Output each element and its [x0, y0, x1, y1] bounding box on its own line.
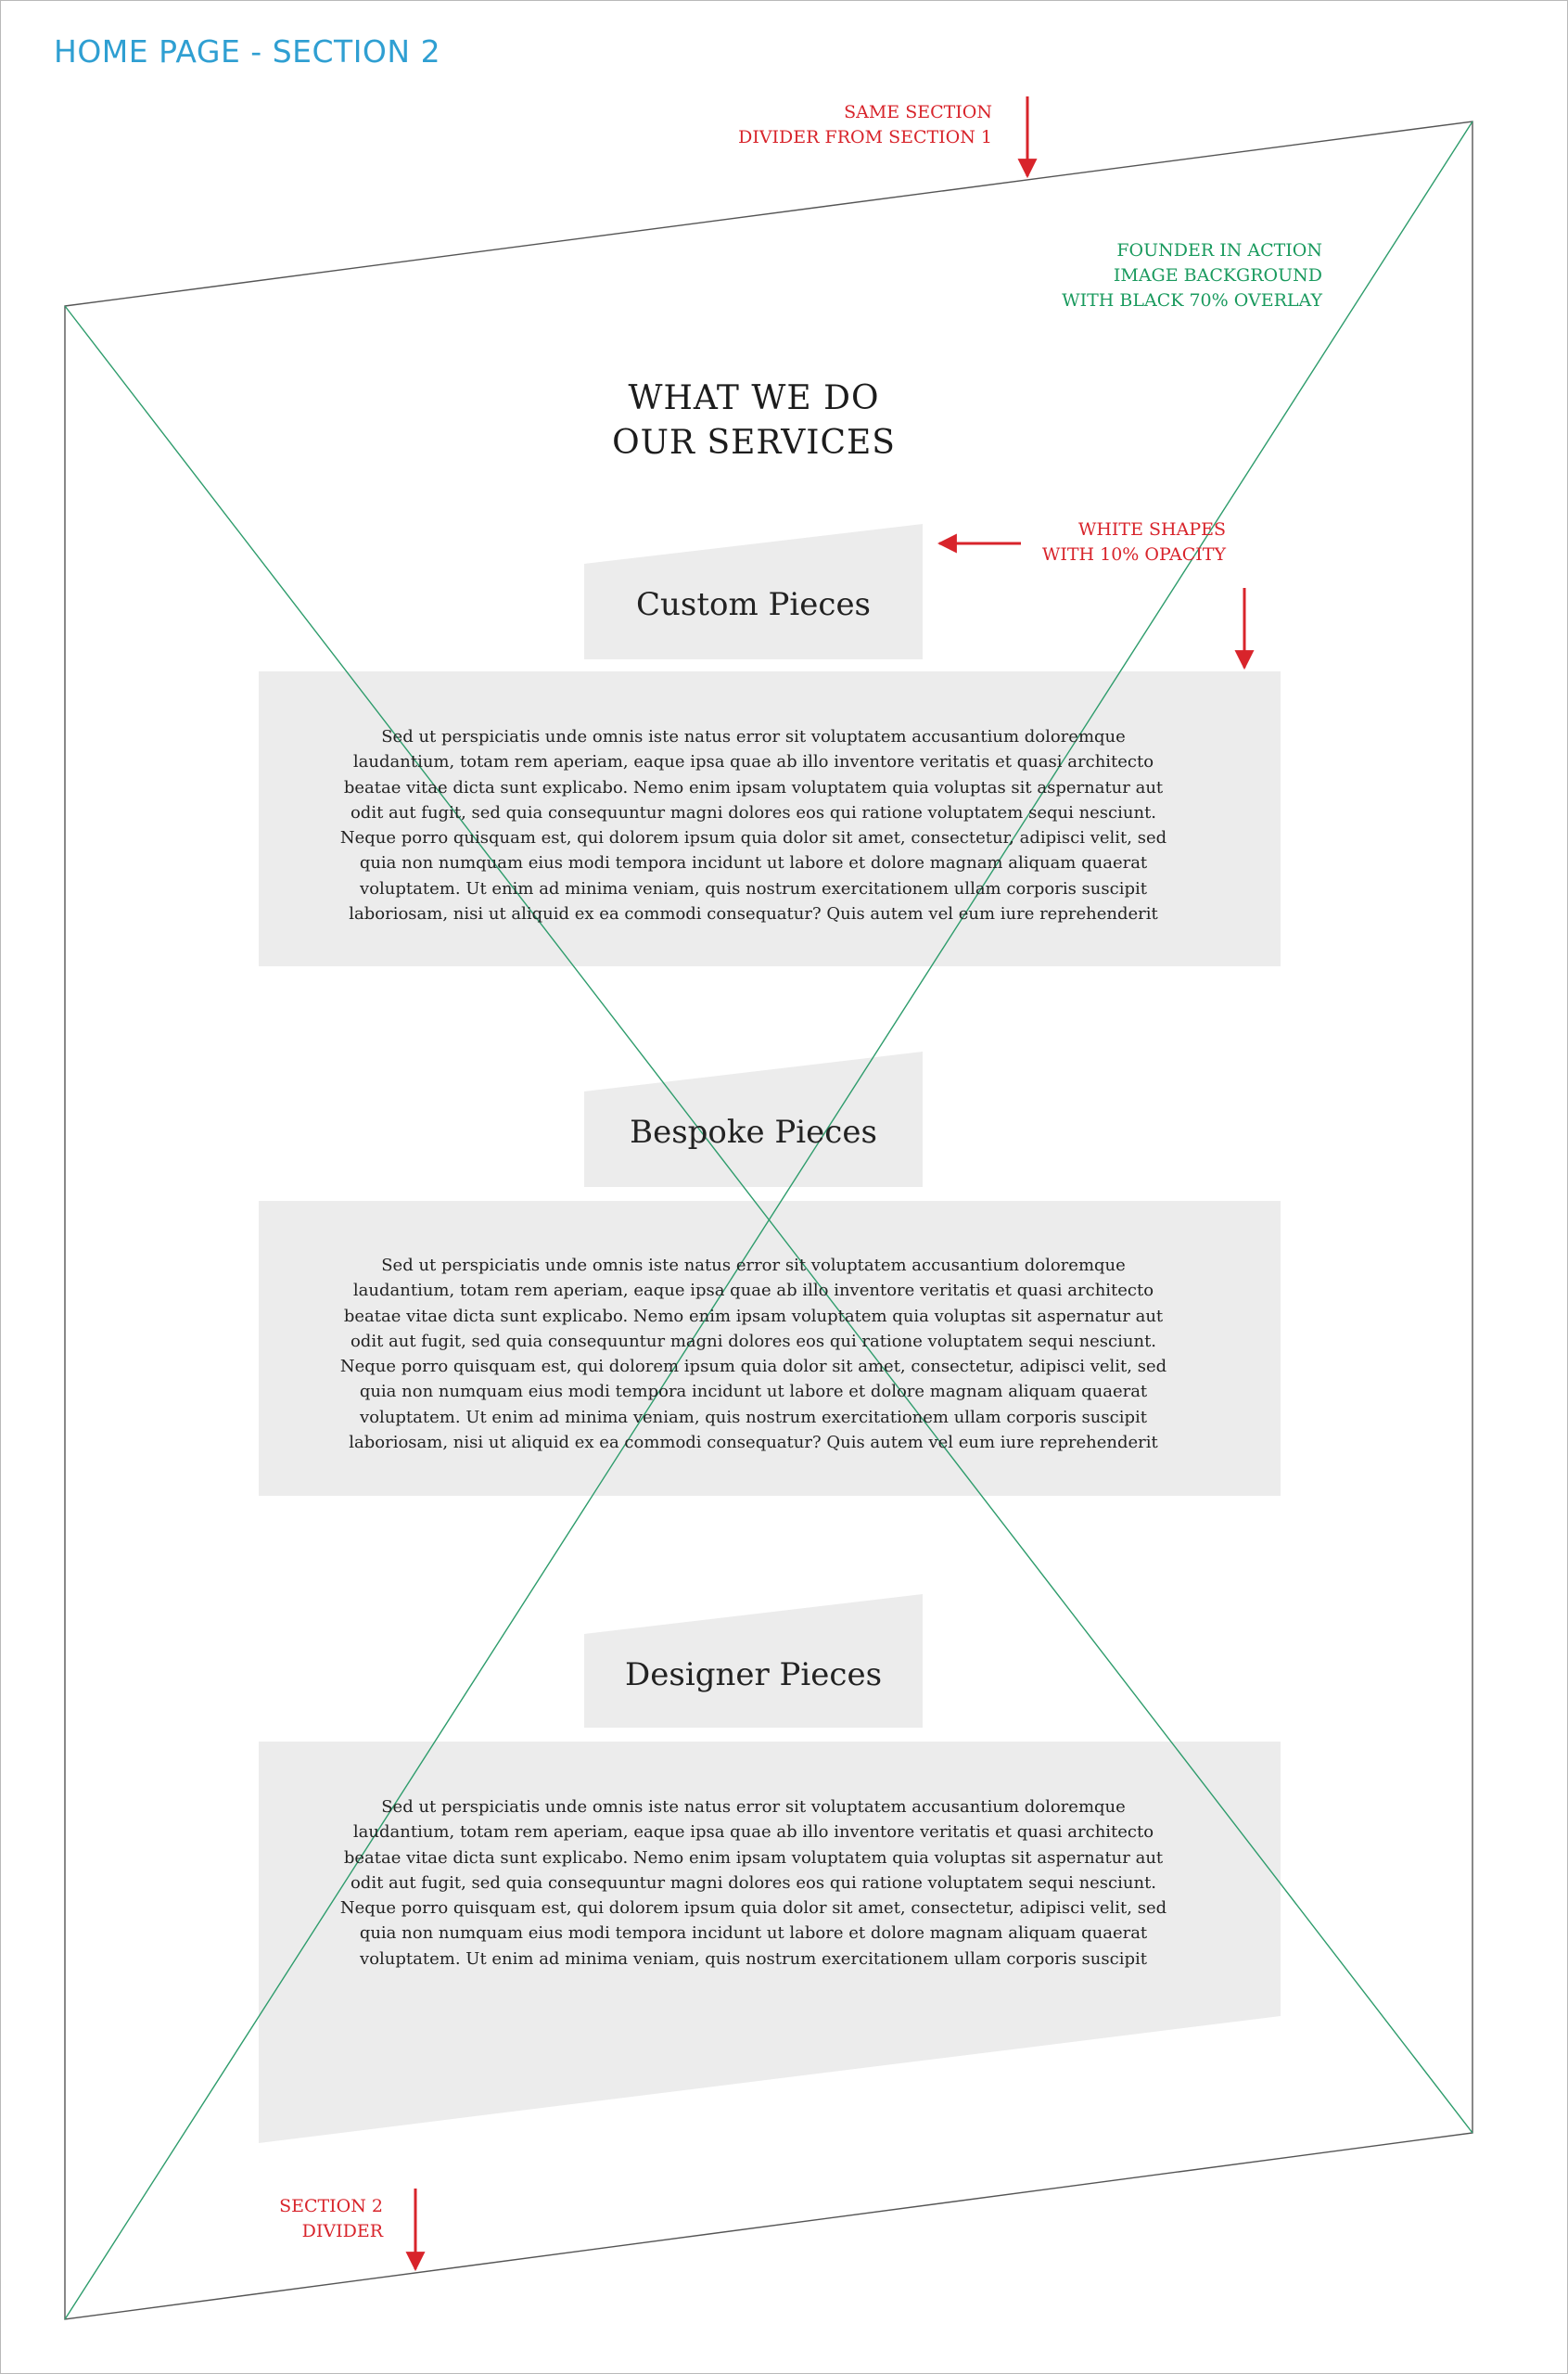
body-line: voluptatem. Ut enim ad minima veniam, quis nostrum exercitationem ullam corporis suscipit	[360, 1407, 1147, 1427]
body-line: Neque porro quisquam est, qui dolorem ipsum quia dolor sit amet, consectetur, adipisci velit, sed	[339, 828, 1167, 849]
body-line: Neque porro quisquam est, qui dolorem ipsum quia dolor sit amet, consectetur, adipisci velit, sed	[339, 1357, 1167, 1377]
annotation-divider-bottom	[232, 2194, 383, 2244]
body-line: quia non numquam eius modi tempora incidunt ut labore et dolore magnam aliquam quaerat	[359, 853, 1148, 874]
annotation-line: DIVIDER	[301, 2221, 383, 2241]
body-line: beatae vitae dicta sunt explicabo. Nemo enim ipsam voluptatem quia voluptas sit aspernatur aut	[343, 1847, 1164, 1868]
section-title	[519, 377, 988, 466]
body-line: laudantium, totam rem aperiam, eaque ipsa quae ab illo inventore veritatis et quasi architecto	[352, 1281, 1154, 1301]
service-body-custom	[278, 724, 1229, 926]
body-line: Neque porro quisquam est, qui dolorem ipsum quia dolor sit amet, consectetur, adipisci velit, sed	[339, 1898, 1167, 1919]
body-line: voluptatem. Ut enim ad minima veniam, quis nostrum exercitationem ullam corporis suscipit	[360, 1948, 1147, 1969]
annotation-line: FOUNDER IN ACTION	[1116, 240, 1322, 261]
annotation-shapes	[1013, 517, 1226, 568]
annotation-line: SECTION 2	[279, 2196, 383, 2216]
service-body-bespoke	[278, 1253, 1229, 1455]
body-line: laudantium, totam rem aperiam, eaque ipsa quae ab illo inventore veritatis et quasi architecto	[352, 752, 1154, 772]
section-title-line: WHAT WE DO	[628, 379, 880, 417]
body-line: odit aut fugit, sed quia consequuntur magni dolores eos qui ratione voluptatem sequi nesciunt.	[350, 1872, 1157, 1893]
body-line: laboriosam, nisi ut aliquid ex ea commodi consequatur? Quis autem vel eum iure reprehenderit	[349, 904, 1158, 925]
annotation-background	[1007, 238, 1322, 313]
annotation-line: IMAGE BACKGROUND	[1113, 265, 1322, 286]
body-line: quia non numquam eius modi tempora incidunt ut labore et dolore magnam aliquam quaerat	[359, 1923, 1148, 1944]
body-line: odit aut fugit, sed quia consequuntur magni dolores eos qui ratione voluptatem sequi nesciunt.	[350, 1331, 1157, 1351]
service-title-bespoke: Bespoke Pieces	[630, 1114, 877, 1151]
service-body-designer	[278, 1794, 1229, 1972]
annotation-line: WHITE SHAPES	[1077, 519, 1226, 540]
annotation-line: DIVIDER FROM SECTION 1	[738, 127, 992, 147]
annotation-line: WITH 10% OPACITY	[1041, 544, 1226, 565]
body-line: Sed ut perspiciatis unde omnis iste natus error sit voluptatem accusantium doloremque	[381, 727, 1126, 747]
annotation-line: WITH BLACK 70% OVERLAY	[1062, 290, 1322, 311]
body-line: Sed ut perspiciatis unde omnis iste natus error sit voluptatem accusantium doloremque	[381, 1797, 1126, 1817]
body-line: laudantium, totam rem aperiam, eaque ipsa quae ab illo inventore veritatis et quasi architecto	[352, 1822, 1154, 1843]
service-title-custom: Custom Pieces	[635, 586, 872, 623]
section-title-line: OUR SERVICES	[612, 424, 896, 462]
body-line: odit aut fugit, sed quia consequuntur magni dolores eos qui ratione voluptatem sequi nesciunt.	[350, 802, 1157, 823]
annotation-divider-top	[723, 100, 992, 150]
annotation-line: SAME SECTION	[844, 102, 992, 122]
body-line: laboriosam, nisi ut aliquid ex ea commodi consequatur? Quis autem vel eum iure reprehenderit	[349, 1433, 1158, 1453]
body-line: beatae vitae dicta sunt explicabo. Nemo enim ipsam voluptatem quia voluptas sit aspernatur aut	[343, 777, 1164, 798]
body-line: voluptatem. Ut enim ad minima veniam, quis nostrum exercitationem ullam corporis suscipit	[360, 878, 1147, 899]
body-line: quia non numquam eius modi tempora incidunt ut labore et dolore magnam aliquam quaerat	[359, 1382, 1148, 1402]
page-heading: HOME PAGE - SECTION 2	[54, 33, 441, 70]
body-line: Sed ut perspiciatis unde omnis iste natus error sit voluptatem accusantium doloremque	[381, 1256, 1126, 1275]
body-line: beatae vitae dicta sunt explicabo. Nemo enim ipsam voluptatem quia voluptas sit aspernatur aut	[343, 1306, 1164, 1326]
service-title-designer: Designer Pieces	[624, 1656, 883, 1693]
